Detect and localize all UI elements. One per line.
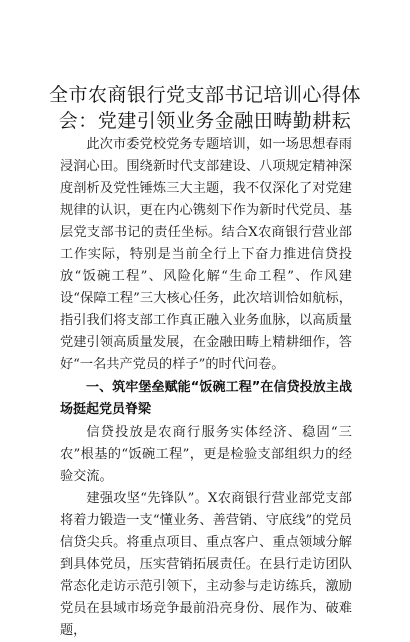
section-paragraph: 信贷投放是农商行服务实体经济、稳固“三农”根基的“饭碗工程”，更是检验支部组织力的经验交流。 xyxy=(60,425,352,484)
document-title: 全市农商银行党支部书记培训心得体会：党建引领业务金融田畴勤耕耘 xyxy=(48,84,361,132)
intro-paragraph: 此次市委党校党务专题培训，如一场思想春雨浸润心田。围绕新时代支部建设、八项规定精神深度剖析及党性锤炼三大主题，我不仅深化了对党建规律的认识，更在内心镌刻下作为新时代党员、基层党支部书记的责任坐标。结合X农商银行营业部工作实际，特别是当前全行上下奋力推进信贷投放“饭碗工程”、风险化解“生命工程”、作风建设“保障工程”三大核心任务，此次培训恰如航标，指引我们将支部工作真正融入业务血脉，以高质量党建引领高质量发展，在金融田畴上精耕细作，答好“一名共产党员的样子”的时代问卷。 xyxy=(60,137,352,372)
section-heading: 一、筑牢堡垒赋能“饭碗工程”在信贷投放主战场挺起党员脊梁 xyxy=(60,380,352,417)
section-paragraph: 建强攻坚“先锋队”。X农商银行营业部党支部将着力锻造一支“懂业务、善营销、守底线”的党员信贷尖兵。将重点项目、重点客户、重点领域分解到具体党员，压实营销拓展责任。在县行走访团队常态化走访示范引领下，主动参与走访练兵，激励党员在县域市场竞争最前沿亮身份、展作为、破难题， xyxy=(60,491,352,638)
document-body xyxy=(60,134,352,642)
